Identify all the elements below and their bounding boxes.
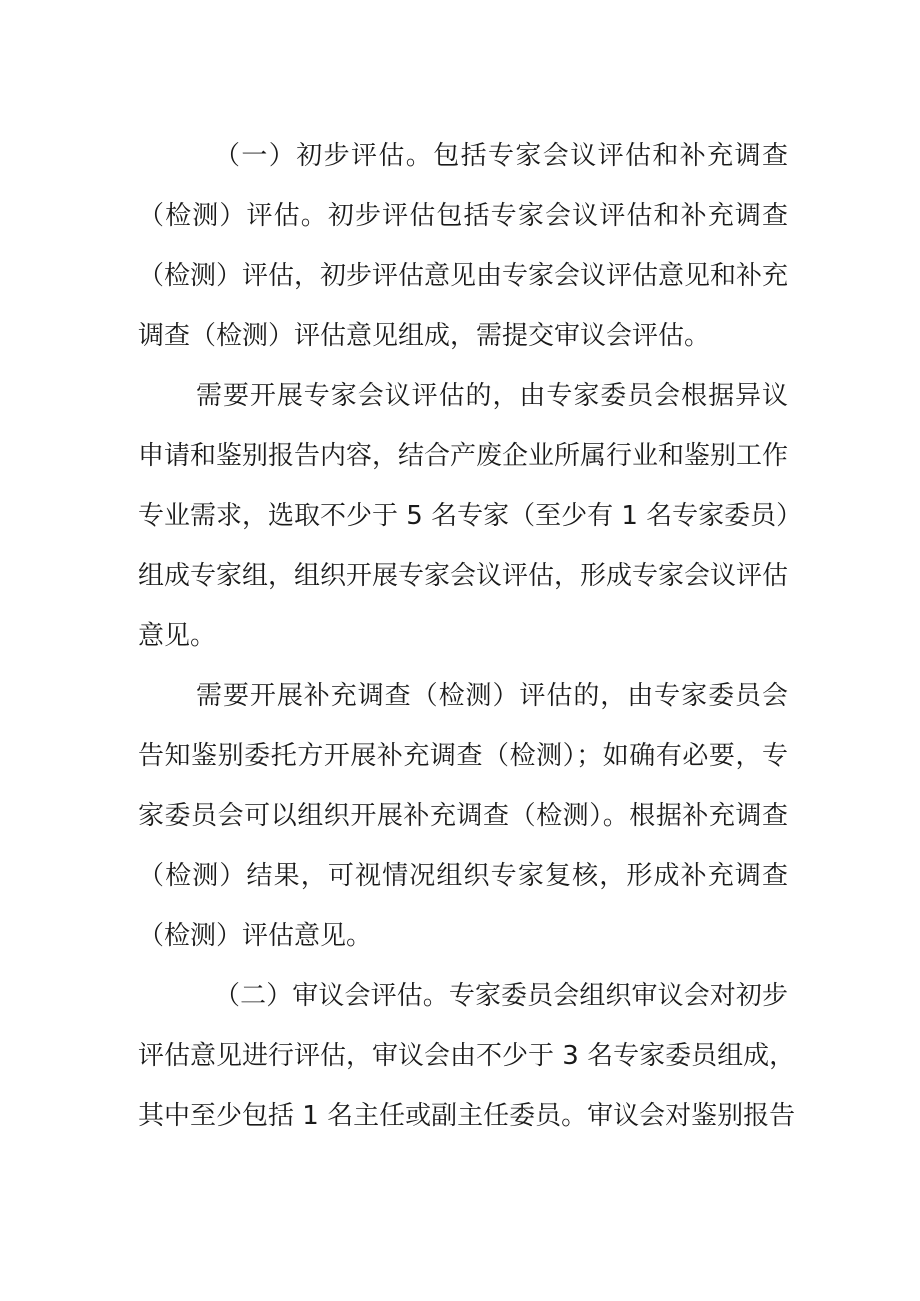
text-line: （检测）评估。初步评估包括专家会议评估和补充调查 [138, 201, 788, 231]
text-line: 意见。 [138, 621, 217, 651]
text-line: 评估意见进行评估，审议会由不少于 3 名专家委员组成， [138, 1041, 796, 1071]
text-line: 告知鉴别委托方开展补充调查（检测）；如确有必要，专 [138, 741, 788, 771]
text-line: 组成专家组，组织开展专家会议评估，形成专家会议评估 [138, 561, 789, 591]
text-line: （检测）结果，可视情况组织专家复核，形成补充调查 [138, 861, 788, 891]
text-line: 家委员会可以组织开展补充调查（检测）。根据补充调查 [138, 801, 788, 831]
text-line: （检测）评估，初步评估意见由专家会议评估意见和补充 [138, 261, 789, 291]
text-line: （一）初步评估。包括专家会议评估和补充调查 [214, 141, 788, 171]
text-line: （二）审议会评估。专家委员会组织审议会对初步 [214, 981, 788, 1011]
text-line: 需要开展补充调查（检测）评估的，由专家委员会 [196, 681, 788, 711]
text-line: 调查（检测）评估意见组成，需提交审议会评估。 [138, 321, 711, 351]
text-line: 专业需求，选取不少于 5 名专家（至少有 1 名专家委员） [138, 501, 803, 531]
text-line: 需要开展专家会议评估的，由专家委员会根据异议 [196, 381, 788, 411]
text-line: 申请和鉴别报告内容，结合产废企业所属行业和鉴别工作 [138, 441, 789, 471]
text-line: 其中至少包括 1 名主任或副主任委员。审议会对鉴别报告 [138, 1101, 796, 1131]
text-line: （检测）评估意见。 [138, 921, 373, 951]
